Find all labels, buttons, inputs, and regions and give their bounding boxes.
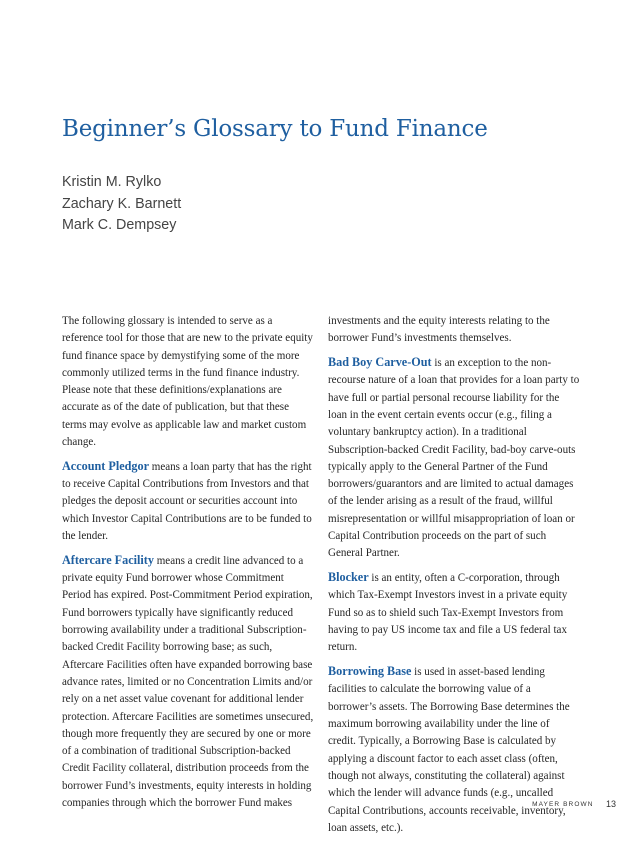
right-column	[328, 313, 580, 844]
page-footer	[532, 794, 616, 812]
author-name: Mark C. Dempsey	[62, 217, 177, 233]
left-column	[62, 313, 314, 819]
glossary-definition: is an exception to the non-recourse nature of a loan that provides for a loan party to have full or partial personal recourse liability for the loan in the event certain events occur (e.g., filing a voluntary bankruptcy action). In a traditional Subscription-backed Credit Facility, bad-boy carve-outs typically apply to the General Partner of the Fund borrowers/guarantors and are limited to actual damages of the lender arising as a result of the fraud, willful misrepresentation or willful misappropriation of loan or Capital Contribution proceeds on the part of such General Partner.	[328, 357, 580, 560]
glossary-entry	[328, 354, 580, 563]
glossary-entry	[62, 552, 314, 812]
glossary-definition: is an entity, often a C-corporation, through which Tax-Exempt Investors invest in a private equity Fund so as to shield such Tax-Exempt Investors from having to pay US income tax and file a US federal tax return.	[328, 572, 568, 654]
glossary-term: Blocker	[328, 570, 369, 585]
glossary-continuation: investments and the equity interests relating to the borrower Fund’s investments themselves.	[328, 315, 550, 345]
glossary-term: Bad Boy Carve-Out	[328, 355, 432, 370]
glossary-entry	[62, 458, 314, 545]
glossary-term: Borrowing Base	[328, 664, 412, 679]
glossary-definition: means a loan party that has the right to receive Capital Contributions from Investors and that pledges the deposit account or securities account into which Investor Capital Contributions are to be funded to the lender.	[62, 460, 312, 543]
glossary-term: Aftercare Facility	[62, 552, 154, 567]
brand-name: MAYER BROWN	[532, 801, 594, 808]
page-number: 13	[605, 799, 616, 809]
page-title: Beginner’s Glossary to Fund Finance	[62, 116, 488, 142]
intro-paragraph: The following glossary is intended to serve as a reference tool for those that are new to the private equity fund finance space by demystifying some of the more commonly utilized terms in the fund finance industry. Please note that these definitions/explanations are accurate as of the date of publication, but that these terms may evolve as applicable law and market custom change.	[62, 315, 313, 449]
author-name: Zachary K. Barnett	[62, 195, 182, 212]
glossary-definition: is used in asset-based lending facilities to calculate the borrowing value of a borrower’s assets. The Borrowing Base determines the maximum borrowing availability under the line of credit. Typically, a Borrowing Base is calculated by applying a discount factor to each asset class (often, though not always, constituting the collateral) against which the lender will advance funds (e.g., uncalled Capital Contributions, accounts receivable, inventory, loan assets, etc.).	[328, 666, 570, 834]
glossary-entry	[328, 569, 580, 656]
author-list	[62, 172, 181, 237]
glossary-term: Account Pledgor	[62, 458, 149, 473]
glossary-definition: means a credit line advanced to a private equity Fund borrower whose Commitment Period has expired. Post-Commitment Period expiration, Fund borrowers typically have significantly reduced borrowing availability under a traditional Subscription-backed Credit Facility borrowing base; as such, Aftercare Facilities often have expanded borrowing base advance rates, limited or no Concentration Limits and/or rely on a net asset value covenant for additional lender protection. Aftercare Facilities are sometimes unsecured, though more frequently they are secured by one or more of a combination of traditional Subscription-backed Credit Facility collateral, distribution proceeds from the borrower Fund’s investments, equity interests in holding companies through which the borrower Fund makes	[62, 554, 314, 810]
author-name: Kristin M. Rylko	[62, 174, 162, 190]
